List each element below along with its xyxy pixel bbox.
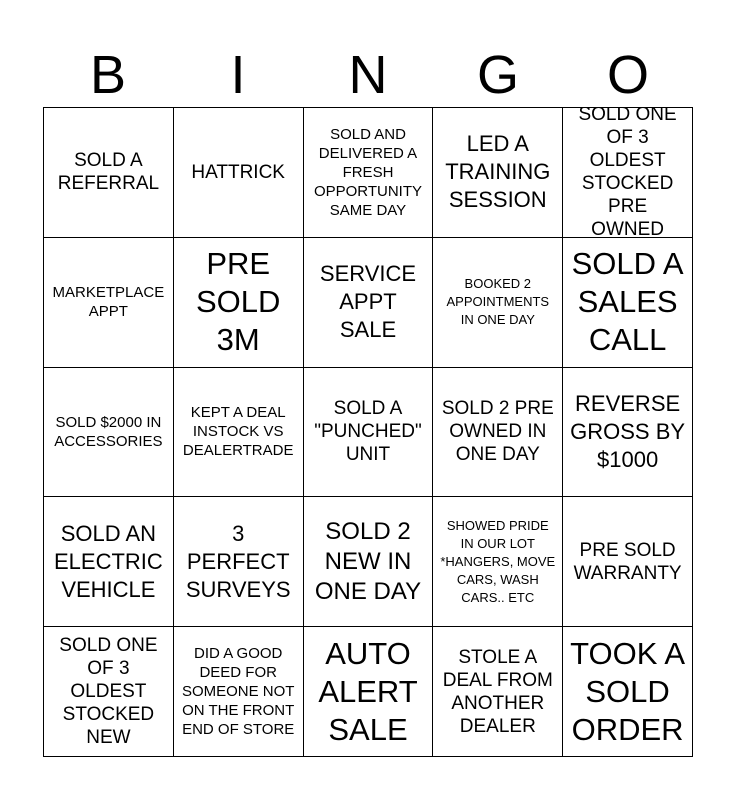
bingo-cell[interactable]: [563, 108, 693, 238]
bingo-cell[interactable]: [433, 627, 563, 757]
bingo-cell[interactable]: [44, 497, 174, 627]
cell-text: SHOWED PRIDE IN OUR LOT *HANGERS, MOVE CARS, WASH CARS.. ETC: [440, 517, 556, 605]
bingo-cell[interactable]: [174, 108, 304, 238]
cell-text: KEPT A DEAL INSTOCK VS DEALERTRADE: [182, 404, 294, 460]
bingo-cell[interactable]: [174, 627, 304, 757]
bingo-cell[interactable]: [304, 108, 434, 238]
cell-text: PRE SOLD 3M: [195, 246, 281, 358]
bingo-cell[interactable]: [44, 627, 174, 757]
bingo-cell[interactable]: [44, 238, 174, 368]
header-letter-i: I: [230, 45, 246, 105]
cell-text: AUTO ALERT SALE: [318, 635, 418, 747]
bingo-header: [43, 46, 693, 106]
bingo-cell[interactable]: [304, 368, 434, 498]
bingo-cell[interactable]: [563, 368, 693, 498]
cell-text: SOLD ONE OF 3 OLDEST STOCKED PRE OWNED: [578, 108, 677, 238]
cell-text: PRE SOLD WARRANTY: [573, 539, 682, 584]
bingo-cell[interactable]: [174, 368, 304, 498]
cell-text: REVERSE GROSS BY $1000: [570, 390, 686, 472]
cell-text: SOLD AN ELECTRIC VEHICLE: [54, 520, 163, 602]
bingo-cell[interactable]: [563, 627, 693, 757]
cell-text: LED A TRAINING SESSION: [445, 131, 551, 213]
cell-text: TOOK A SOLD ORDER: [570, 635, 686, 747]
cell-text: SOLD A REFERRAL: [57, 150, 160, 195]
header-letter-o: O: [606, 45, 649, 105]
cell-text: SOLD 2 PRE OWNED IN ONE DAY: [441, 398, 554, 466]
cell-text: SOLD ONE OF 3 OLDEST STOCKED NEW: [59, 635, 158, 749]
cell-text: SOLD 2 NEW IN ONE DAY: [314, 517, 422, 605]
bingo-cell[interactable]: [44, 108, 174, 238]
cell-text: BOOKED 2 APPOINTMENTS IN ONE DAY: [446, 276, 550, 328]
bingo-cell[interactable]: [433, 497, 563, 627]
cell-text: SOLD A "PUNCHED" UNIT: [314, 398, 422, 466]
bingo-cell[interactable]: [433, 368, 563, 498]
cell-text: SOLD A SALES CALL: [571, 246, 684, 358]
bingo-cell[interactable]: [433, 108, 563, 238]
cell-text: SERVICE APPT SALE: [319, 261, 417, 343]
bingo-cell[interactable]: [174, 497, 304, 627]
bingo-cell[interactable]: [304, 238, 434, 368]
header-letter-n: N: [348, 45, 388, 105]
header-letter-g: G: [476, 45, 519, 105]
bingo-cell[interactable]: [563, 497, 693, 627]
cell-text: SOLD $2000 IN ACCESSORIES: [54, 413, 163, 450]
cell-text: HATTRICK: [191, 161, 285, 183]
bingo-cell[interactable]: [174, 238, 304, 368]
header-letter-b: B: [89, 45, 127, 105]
cell-text: DID A GOOD DEED FOR SOMEONE NOT ON THE FRONT END OF STORE: [181, 645, 295, 739]
bingo-cell[interactable]: [563, 238, 693, 368]
cell-text: STOLE A DEAL FROM ANOTHER DEALER: [442, 646, 553, 737]
cell-text: SOLD AND DELIVERED A FRESH OPPORTUNITY SAME DAY: [313, 125, 423, 219]
cell-text: 3 PERFECT SURVEYS: [185, 520, 291, 602]
bingo-cell[interactable]: [304, 497, 434, 627]
bingo-cell[interactable]: [433, 238, 563, 368]
bingo-grid: [43, 107, 693, 757]
cell-text: MARKETPLACE APPT: [52, 284, 165, 321]
bingo-cell[interactable]: [44, 368, 174, 498]
bingo-cell[interactable]: [304, 627, 434, 757]
